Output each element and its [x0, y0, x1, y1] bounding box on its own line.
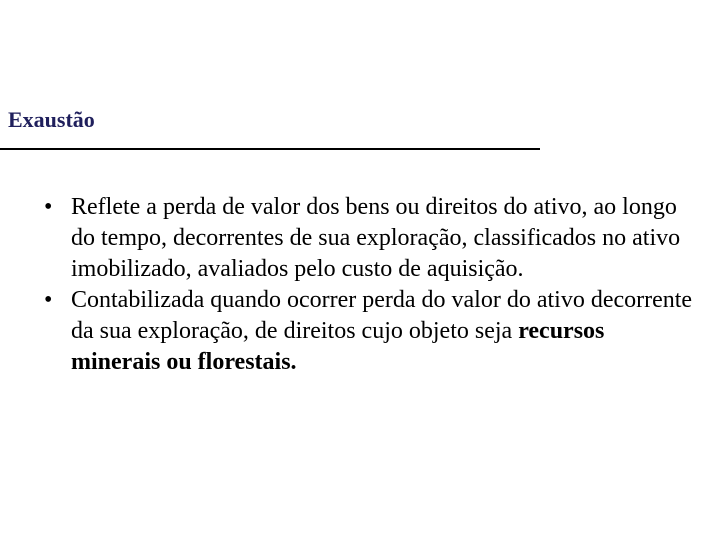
bullet-item-1 — [44, 192, 694, 285]
bullet-dot-icon: • — [44, 194, 53, 220]
bullet-text: Contabilizada quando ocorrer perda do valor do ativo decorrente da sua exploração, de direitos cujo objeto seja — [71, 287, 693, 344]
bullet-item-2 — [44, 285, 694, 378]
bullet-text: Reflete a perda de valor dos bens ou direitos do ativo, ao longo do tempo, decorrentes de sua exploração, classificados no ativo imobilizado, avaliados pelo custo de aquisição. — [71, 194, 681, 282]
slide-title: Exaustão — [8, 107, 95, 132]
bullet-dot-icon: • — [44, 287, 53, 313]
title-underline-rule — [0, 148, 540, 150]
bullet-text-emphasis: recursos minerais ou florestais. — [71, 318, 605, 375]
bullet-list — [44, 192, 694, 378]
